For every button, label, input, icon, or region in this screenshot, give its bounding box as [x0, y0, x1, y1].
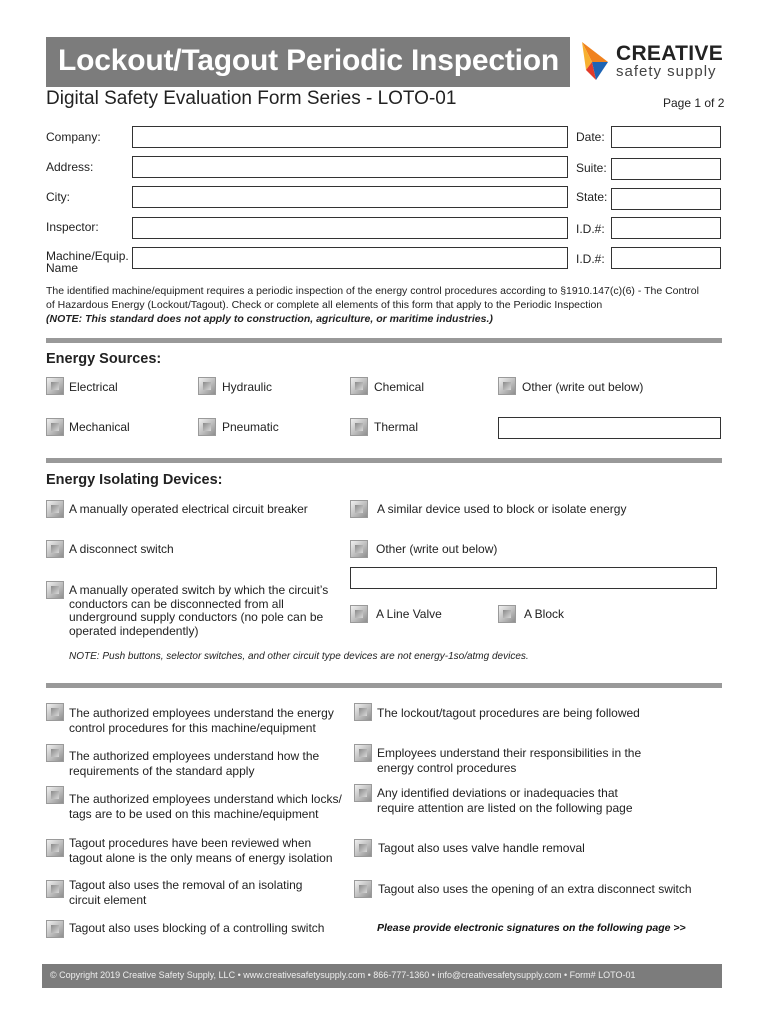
checkbox-tagout-reviewed[interactable]: [46, 839, 64, 857]
energy-sources-title: Energy Sources:: [46, 351, 162, 367]
label-disconnect-switch: A disconnect switch: [69, 542, 174, 556]
label-similar-device: A similar device used to block or isolate energy: [377, 502, 627, 516]
checkbox-mechanical[interactable]: [46, 418, 64, 436]
label-extra-disconnect: Tagout also uses the opening of an extra disconnect switch: [378, 882, 692, 896]
intro-line2: of Hazardous Energy (Lockout/Tagout). Check or complete all elements of this form that apply to the Periodic Inspection: [46, 299, 603, 311]
intro-note: (NOTE: This standard does not apply to construction, agriculture, or maritime industries.): [46, 313, 493, 325]
checklist-line: require attention are listed on the following page: [377, 801, 633, 815]
suite-field[interactable]: [611, 158, 721, 180]
company-field[interactable]: [132, 126, 568, 148]
checkbox-manual-switch[interactable]: [46, 581, 64, 599]
checkbox-employees-responsibilities[interactable]: [354, 744, 372, 762]
checklist-line: The authorized employees understand how the: [69, 749, 320, 763]
other-device-field[interactable]: [350, 567, 717, 589]
logo-text-safety-supply: safety supply: [616, 63, 717, 80]
checkbox-hydraulic[interactable]: [198, 377, 216, 395]
creative-safety-logo-icon: [578, 40, 612, 82]
date-label: Date:: [576, 130, 605, 144]
label-employees-responsibilities: [377, 746, 641, 776]
company-label: Company:: [46, 130, 101, 144]
checkbox-electrical[interactable]: [46, 377, 64, 395]
city-label: City:: [46, 190, 70, 204]
checkbox-pneumatic[interactable]: [198, 418, 216, 436]
label-block: A Block: [524, 607, 565, 621]
machine-id-label: I.D.#:: [576, 252, 605, 266]
checklist-line: The authorized employees understand the energy: [69, 706, 334, 720]
intro-text: [46, 284, 726, 326]
state-field[interactable]: [611, 188, 721, 210]
checkbox-procedures-followed[interactable]: [354, 703, 372, 721]
label-deviations: [377, 786, 633, 816]
checkbox-thermal[interactable]: [350, 418, 368, 436]
logo-text-creative: CREATIVE: [616, 42, 724, 65]
checkbox-other-device[interactable]: [350, 540, 368, 558]
label-removal-isolating: [69, 878, 302, 908]
inspector-label: Inspector:: [46, 220, 99, 234]
signature-note: Please provide electronic signatures on the following page >>: [377, 922, 686, 934]
checklist-line: The authorized employees understand which locks/: [69, 792, 342, 806]
footer: © Copyright 2019 Creative Safety Supply, LLC • www.creativesafetysupply.com • 866-777-1360 • info@creativesafetysupply.com • Form# LOTO-01: [42, 964, 722, 988]
checkbox-removal-isolating[interactable]: [46, 880, 64, 898]
section-divider: [46, 683, 722, 688]
checkbox-chemical[interactable]: [350, 377, 368, 395]
machine-label-line1: Machine/Equip.: [46, 249, 129, 263]
checkbox-deviations[interactable]: [354, 784, 372, 802]
city-field[interactable]: [132, 186, 568, 208]
machine-label: [46, 250, 129, 274]
other-source-field[interactable]: [498, 417, 721, 439]
form-title: Lockout/Tagout Periodic Inspection: [46, 37, 570, 87]
manual-switch-line: A manually operated switch by which the circuit’s: [69, 583, 329, 597]
manual-switch-line: underground supply conductors (no pole can be: [69, 610, 324, 624]
checklist-line: Tagout also uses the removal of an isolating: [69, 878, 303, 892]
machine-name-field[interactable]: [132, 247, 568, 269]
label-circuit-breaker: A manually operated electrical circuit breaker: [69, 502, 308, 516]
label-understand-procedures: [69, 706, 334, 736]
checklist-line: tags are to be used on this machine/equipment: [69, 807, 319, 821]
label-electrical: Electrical: [69, 380, 118, 394]
checkbox-line-valve[interactable]: [350, 605, 368, 623]
machine-label-line2: Name: [46, 261, 79, 275]
section-divider: [46, 458, 722, 463]
checklist-line: Employees understand their responsibilities in the: [377, 746, 642, 760]
checklist-line: Any identified deviations or inadequacies that: [377, 786, 618, 800]
manual-switch-line: operated independently): [69, 623, 199, 638]
checkbox-block[interactable]: [498, 605, 516, 623]
checklist-line: energy control procedures: [377, 761, 517, 775]
address-field[interactable]: [132, 156, 568, 178]
checklist-line: control procedures for this machine/equipment: [69, 721, 316, 735]
label-procedures-followed: The lockout/tagout procedures are being followed: [377, 706, 640, 720]
inspector-id-label: I.D.#:: [576, 222, 605, 236]
state-label: State:: [576, 190, 608, 204]
checkbox-understand-procedures[interactable]: [46, 703, 64, 721]
isolating-note: NOTE: Push buttons, selector switches, and other circuit type devices are not energy-1so/atmg devices.: [69, 651, 529, 662]
checklist-line: requirements of the standard apply: [69, 764, 255, 778]
checkbox-circuit-breaker[interactable]: [46, 500, 64, 518]
checkbox-valve-handle-removal[interactable]: [354, 839, 372, 857]
label-valve-handle-removal: Tagout also uses valve handle removal: [378, 841, 585, 855]
intro-line1: The identified machine/equipment requires a periodic inspection of the energy control procedures according to §1910.147(c)(6) - The Control: [46, 285, 699, 297]
manual-switch-line: conductors can be disconnected from all: [69, 596, 284, 611]
page-number: Page 1 of 2: [663, 96, 725, 110]
address-label: Address:: [46, 160, 94, 174]
checklist-line: Tagout procedures have been reviewed when: [69, 836, 312, 850]
machine-id-field[interactable]: [611, 247, 721, 269]
checklist-line: circuit element: [69, 893, 147, 907]
checkbox-similar-device[interactable]: [350, 500, 368, 518]
label-thermal: Thermal: [374, 420, 419, 434]
isolating-devices-title: Energy Isolating Devices:: [46, 472, 223, 488]
label-mechanical: Mechanical: [69, 420, 130, 434]
checkbox-disconnect-switch[interactable]: [46, 540, 64, 558]
label-blocking-switch: Tagout also uses blocking of a controlling switch: [69, 921, 325, 935]
date-field[interactable]: [611, 126, 721, 148]
inspector-id-field[interactable]: [611, 217, 721, 239]
label-hydraulic: Hydraulic: [222, 380, 273, 394]
checklist-line: tagout alone is the only means of energy isolation: [69, 851, 333, 865]
label-tagout-reviewed: [69, 836, 333, 866]
label-understand-locks: [69, 792, 342, 822]
checkbox-understand-requirements[interactable]: [46, 744, 64, 762]
suite-label: Suite:: [576, 161, 607, 175]
label-understand-requirements: [69, 749, 319, 779]
inspector-field[interactable]: [132, 217, 568, 239]
label-line-valve: A Line Valve: [376, 607, 442, 621]
label-pneumatic: Pneumatic: [222, 420, 279, 434]
label-other-source: Other (write out below): [522, 380, 644, 394]
checkbox-understand-locks[interactable]: [46, 786, 64, 804]
checkbox-blocking-switch[interactable]: [46, 920, 64, 938]
section-divider: [46, 338, 722, 343]
label-manual-switch: [69, 584, 339, 638]
form-subtitle: Digital Safety Evaluation Form Series - LOTO-01: [46, 88, 457, 109]
checkbox-other-source[interactable]: [498, 377, 516, 395]
label-chemical: Chemical: [374, 380, 425, 394]
checkbox-extra-disconnect[interactable]: [354, 880, 372, 898]
label-other-device: Other (write out below): [376, 542, 498, 556]
